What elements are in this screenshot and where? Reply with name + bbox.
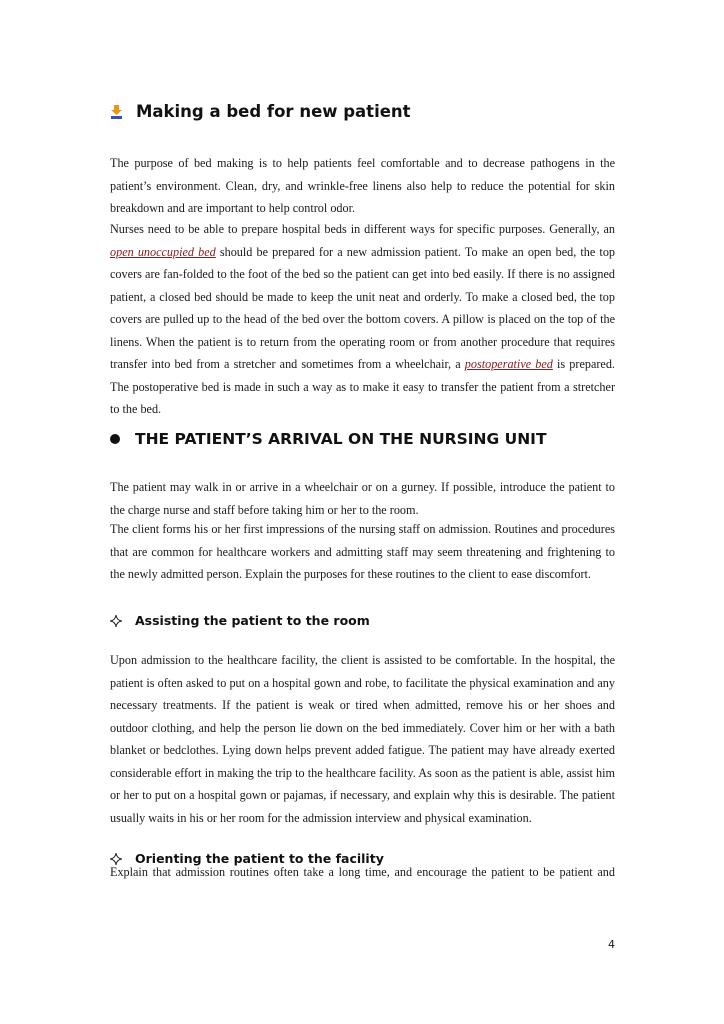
paragraph-walk: The patient may walk in or arrive in a wheelchair or on a gurney. If possible, introduce the patient to the charge nurse and staff before taking him or her to the room. xyxy=(110,480,615,517)
four-point-star-icon xyxy=(110,615,122,627)
subheading-assisting xyxy=(110,613,615,628)
page-number: 4 xyxy=(608,938,615,951)
filled-circle-bullet-icon xyxy=(110,434,120,444)
link-postoperative-bed: postoperative bed xyxy=(464,357,553,371)
paragraph-upon-admission: Upon admission to the healthcare facility, the client is assisted to be comfortable. In the hospital, the patient is often asked to put on a hospital gown and robe, to facilitate the physical examination and any necessary treatments. If the patient is weak or tired when admitted, remove his or her shoes and outdoor clothing, and help the person lie down on the bed immediately. Cover him or her with a bath blanket or bedclothes. Lying down helps prevent added fatigue. The patient may have already exerted considerable effort in making the trip to the healthcare facility. As soon as the patient is able, assist him or her to put on a hospital gown or pajamas, if necessary, and explain why this is desirable. The patient usually waits in his or her room for the admission interview and physical examination. xyxy=(110,653,615,825)
section-heading-bed xyxy=(110,102,615,121)
paragraph-client: The client forms his or her first impressions of the nursing staff on admission. Routines and procedures that are common for healthcare workers and admitting staff may seem threatening and frightening to the newly admitted person. Explain the purposes for these routines to the client to ease discomfort. xyxy=(110,522,615,581)
subheading-assisting-text: Assisting the patient to the room xyxy=(135,613,370,628)
subheading-orienting-text: Orienting the patient to the facility xyxy=(135,851,384,866)
link-open-unoccupied-bed: open unoccupied bed xyxy=(110,244,216,259)
colored-arrow-bullet-icon xyxy=(110,105,123,119)
heading-bed-text: Making a bed for new patient xyxy=(136,102,411,121)
section-heading-arrival xyxy=(110,430,615,448)
paragraph-nurses: Nurses need to be able to prepare hospital beds in different ways for specific purposes. Generally, an open unoccupied bed should be prepared for a new admission patient. To make an open bed, the top covers are fan-folded to the foot of the bed so the patient can get into bed easily. If there is no assigned patient, a closed bed should be made to keep the unit neat and orderly. To make a closed bed, the top covers are pulled up to the head of the bed over the bottom covers. A pillow is placed on the top of the linens. When the patient is to return from the operating room or from another procedure that requires transfer into bed from a stretcher and sometimes from a wheelchair, a postoperative bed is prepared. The postoperative bed is made in such a way as to make it easy to transfer the patient from a stretcher to the bed. xyxy=(110,222,616,416)
paragraph-explain: Explain that admission routines often take a long time, and encourage the patient to be patient and xyxy=(110,865,615,879)
heading-arrival-text: THE PATIENT’S ARRIVAL ON THE NURSING UNIT xyxy=(135,430,547,448)
paragraph-purpose: The purpose of bed making is to help patients feel comfortable and to decrease pathogens in the patient’s environment. Clean, dry, and wrinkle-free linens also help to reduce the potential for skin breakdown and are important to help control odor. xyxy=(110,156,615,215)
